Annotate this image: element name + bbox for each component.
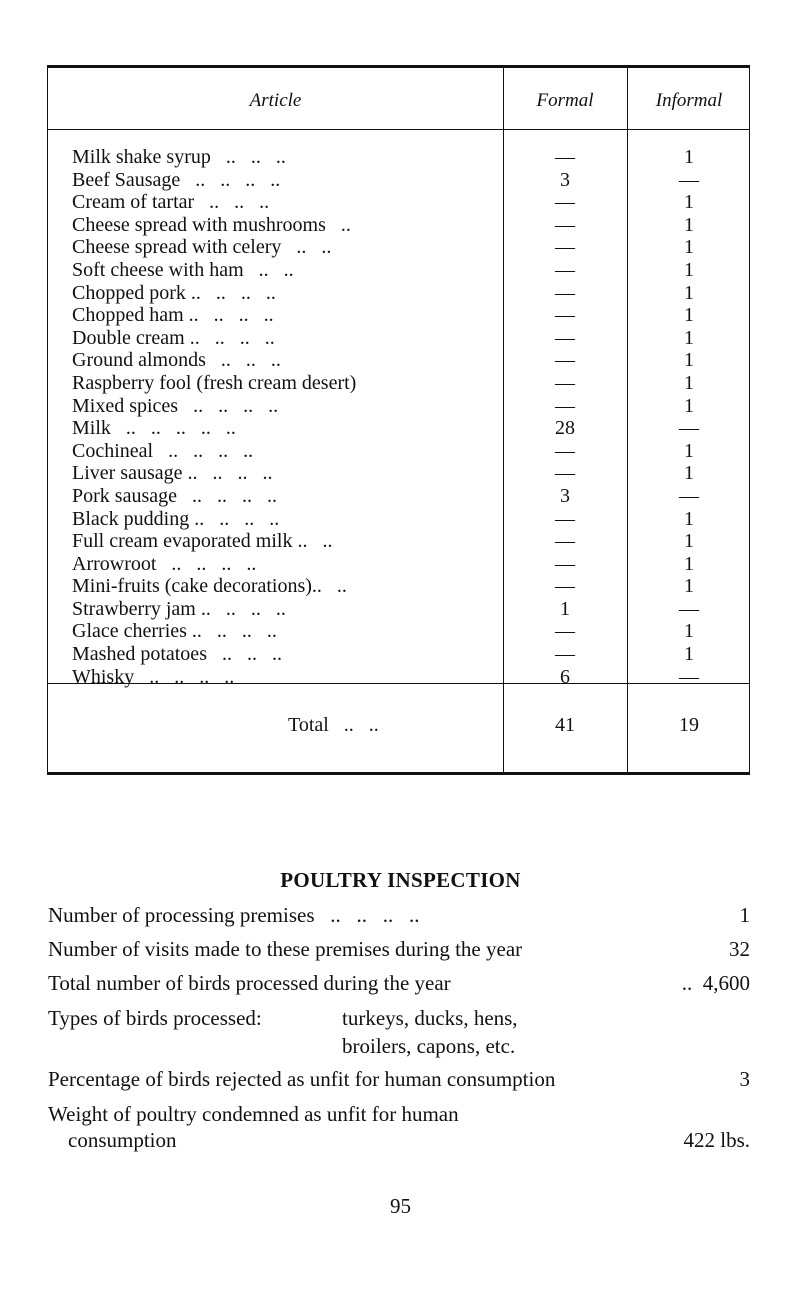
birds-label: Total number of birds processed during the year <box>48 971 451 995</box>
formal-cell: — <box>555 462 575 485</box>
visits-value: 32 <box>729 937 750 961</box>
premises-label: Number of processing premises .. .. .. .. <box>48 903 420 927</box>
rejected-value: 3 <box>739 1067 750 1091</box>
page-number: 95 <box>390 1194 411 1218</box>
informal-cell: 1 <box>684 620 694 643</box>
article-cell: Cheese spread with celery .. .. <box>72 236 332 259</box>
formal-cell: — <box>555 507 575 530</box>
article-cell: Mini-fruits (cake decorations).. .. <box>72 575 347 598</box>
table-row <box>48 462 749 485</box>
informal-cell: 1 <box>684 326 694 349</box>
article-cell: Milk .. .. .. .. .. <box>72 417 236 440</box>
formal-cell: — <box>555 530 575 553</box>
formal-cell: — <box>555 146 575 168</box>
formal-cell: — <box>555 191 575 214</box>
table-row <box>48 508 749 531</box>
table-row <box>48 417 749 440</box>
informal-cell: 1 <box>684 281 694 304</box>
table-row <box>48 598 749 621</box>
article-cell: Cream of tartar .. .. .. <box>72 191 270 214</box>
table-row <box>48 372 749 395</box>
informal-cell: 1 <box>684 552 694 575</box>
weight-label-line2: consumption <box>68 1128 177 1152</box>
informal-cell: 1 <box>684 643 694 666</box>
types-label: Types of birds processed: <box>48 1006 262 1030</box>
informal-cell: 1 <box>684 530 694 553</box>
informal-cell: 1 <box>684 349 694 372</box>
header-formal: Formal <box>536 90 594 111</box>
article-cell: Beef Sausage .. .. .. .. <box>72 168 281 191</box>
formal-cell: 28 <box>555 417 575 440</box>
formal-cell: — <box>555 281 575 304</box>
informal-cell: 1 <box>684 371 694 394</box>
article-cell: Mixed spices .. .. .. .. <box>72 394 279 417</box>
formal-cell: — <box>555 575 575 598</box>
header-article: Article <box>249 90 302 111</box>
total-label: Total .. .. <box>288 714 379 736</box>
article-cell: Whisky .. .. .. .. <box>72 665 235 688</box>
table-row <box>48 282 749 305</box>
visits-label: Number of visits made to these premises during the year <box>48 937 523 961</box>
table-row <box>48 169 749 192</box>
formal-cell: 1 <box>560 597 570 620</box>
formal-cell: — <box>555 643 575 666</box>
poultry-title: POULTRY INSPECTION <box>280 868 521 892</box>
informal-cell: 1 <box>684 439 694 462</box>
formal-cell: — <box>555 371 575 394</box>
rejected-label: Percentage of birds rejected as unfit for human consumption <box>48 1067 556 1091</box>
article-cell: Glace cherries .. .. .. .. <box>72 620 277 643</box>
table-row <box>48 666 749 689</box>
table-row <box>48 575 749 598</box>
premises-value: 1 <box>739 903 750 927</box>
formal-cell: — <box>555 552 575 575</box>
formal-cell: 3 <box>560 484 570 507</box>
informal-cell: 1 <box>684 394 694 417</box>
weight-label-line1: Weight of poultry condemned as unfit for human <box>48 1102 459 1126</box>
article-cell: Chopped ham .. .. .. .. <box>72 304 274 327</box>
header-informal: Informal <box>655 90 723 111</box>
informal-cell: 1 <box>684 258 694 281</box>
article-cell: Double cream .. .. .. .. <box>72 326 275 349</box>
formal-cell: 6 <box>560 665 570 688</box>
table-row <box>48 395 749 418</box>
informal-cell: 1 <box>684 213 694 236</box>
table-row <box>48 304 749 327</box>
article-cell: Arrowroot .. .. .. .. <box>72 552 257 575</box>
total-informal: 19 <box>679 714 699 736</box>
formal-cell: — <box>555 258 575 281</box>
table-row <box>48 349 749 372</box>
article-cell: Soft cheese with ham .. .. <box>72 258 294 281</box>
header-divider <box>48 129 749 130</box>
table-row <box>48 214 749 237</box>
informal-cell: — <box>679 597 699 620</box>
article-cell: Raspberry fool (fresh cream desert) <box>72 371 357 394</box>
formal-cell: — <box>555 439 575 462</box>
informal-cell: 1 <box>684 236 694 259</box>
table-body <box>48 146 749 688</box>
weight-value: 422 lbs. <box>683 1128 750 1152</box>
informal-cell: 1 <box>684 304 694 327</box>
formal-cell: — <box>555 620 575 643</box>
table-row <box>48 259 749 282</box>
informal-cell: 1 <box>684 507 694 530</box>
table-row <box>48 440 749 463</box>
article-cell: Mashed potatoes .. .. .. <box>72 643 282 666</box>
formal-cell: — <box>555 326 575 349</box>
formal-cell: — <box>555 349 575 372</box>
table-row <box>48 530 749 553</box>
types-value-line1: turkeys, ducks, hens, <box>342 1006 518 1030</box>
table-row <box>48 620 749 643</box>
formal-cell: — <box>555 236 575 259</box>
informal-cell: 1 <box>684 146 694 168</box>
formal-cell: — <box>555 394 575 417</box>
formal-cell: 3 <box>560 168 570 191</box>
inspection-table <box>47 65 750 775</box>
article-cell: Cheese spread with mushrooms .. <box>72 213 351 236</box>
types-value-line2: broilers, capons, etc. <box>342 1034 516 1058</box>
article-cell: Chopped pork .. .. .. .. <box>72 281 276 304</box>
table-row <box>48 236 749 259</box>
table-row <box>48 327 749 350</box>
formal-cell: — <box>555 213 575 236</box>
informal-cell: — <box>679 484 699 507</box>
article-cell: Black pudding .. .. .. .. <box>72 507 280 530</box>
informal-cell: 1 <box>684 191 694 214</box>
article-cell: Milk shake syrup .. .. .. <box>72 146 286 168</box>
article-cell: Liver sausage .. .. .. .. <box>72 462 273 485</box>
informal-cell: — <box>679 665 699 688</box>
birds-value: .. 4,600 <box>681 971 750 995</box>
article-cell: Cochineal .. .. .. .. <box>72 439 254 462</box>
article-cell: Ground almonds .. .. .. <box>72 349 281 372</box>
article-cell: Pork sausage .. .. .. .. <box>72 484 277 507</box>
formal-cell: — <box>555 304 575 327</box>
table-row <box>48 553 749 576</box>
article-cell: Strawberry jam .. .. .. .. <box>72 597 286 620</box>
table-row <box>48 191 749 214</box>
informal-cell: — <box>679 168 699 191</box>
informal-cell: 1 <box>684 575 694 598</box>
informal-cell: — <box>679 417 699 440</box>
article-cell: Full cream evaporated milk .. .. <box>72 530 333 553</box>
informal-cell: 1 <box>684 462 694 485</box>
table-row <box>48 146 749 169</box>
table-row <box>48 485 749 508</box>
total-formal: 41 <box>555 714 575 736</box>
table-row <box>48 643 749 666</box>
